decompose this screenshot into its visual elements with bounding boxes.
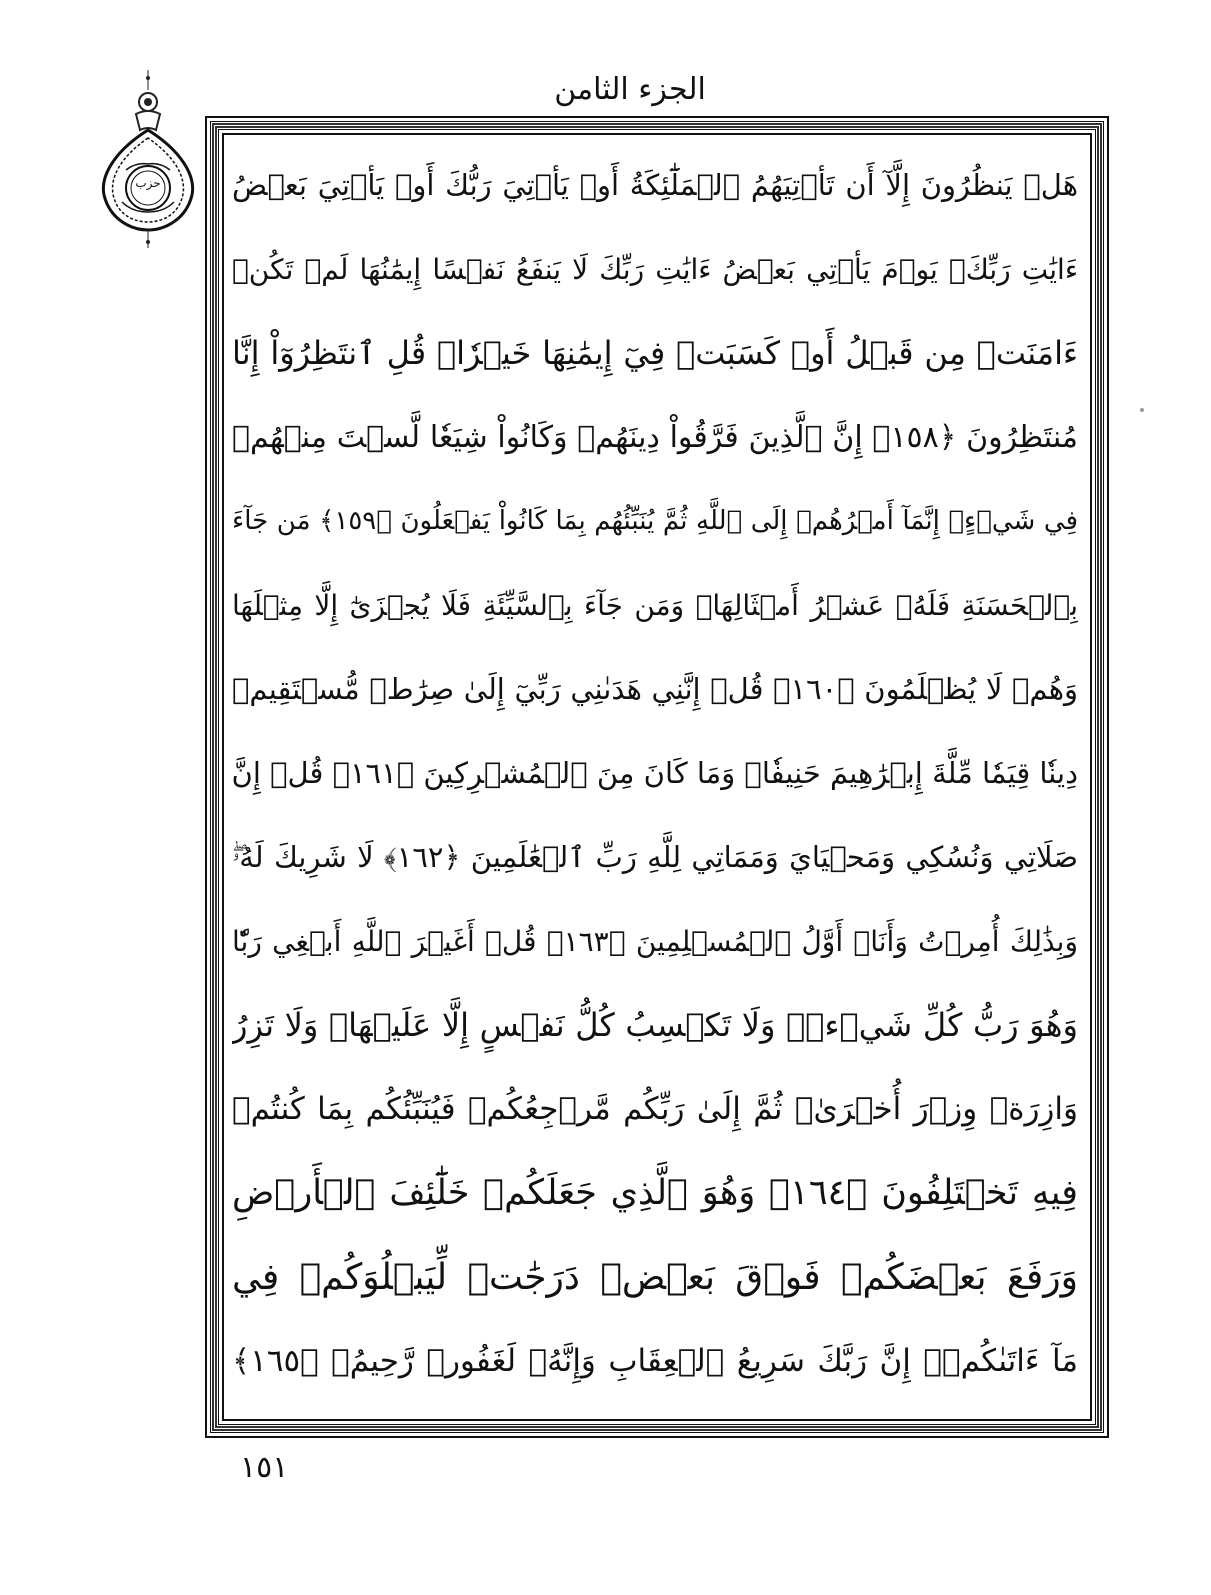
text-line-4 — [232, 397, 1078, 477]
text-line-14 — [232, 1237, 1078, 1317]
text-line-content: صَلَاتِي وَنُسُكِي وَمَحۡيَايَ وَمَمَاتِي لِلَّهِ رَبِّ ٱلۡعَٰلَمِينَ ﴿١٦٢﴾ لَا شَرِيكَ لَهُۥۖ — [232, 839, 1078, 874]
hizb-medallion-icon — [96, 70, 200, 250]
text-line-content: دِينٗا قِيَمٗا مِّلَّةَ إِبۡرَٰهِيمَ حَنِيفٗاۚ وَمَا كَانَ مِنَ ٱلۡمُشۡرِكِينَ ﴿١٦١﴾ قُلۡ إِنَّ — [232, 756, 1078, 790]
text-line-content: هَلۡ يَنظُرُونَ إِلَّآ أَن تَأۡتِيَهُمُ ٱلۡمَلَٰٓئِكَةُ أَوۡ يَأۡتِيَ رَبُّكَ أَوۡ يَأۡتِيَ بَعۡضُ — [232, 168, 1078, 202]
hizb-label: حزب — [135, 176, 161, 190]
text-line-11 — [232, 985, 1078, 1065]
text-line-6 — [232, 565, 1078, 645]
text-line-8 — [232, 733, 1078, 813]
text-line-content: وَهُوَ رَبُّ كُلِّ شَيۡءٖۚ وَلَا تَكۡسِبُ كُلُّ نَفۡسٍ إِلَّا عَلَيۡهَاۚ وَلَا تَزِرُ — [232, 1006, 1078, 1044]
quran-text-block — [232, 145, 1078, 1415]
page-number: ١٥١ — [240, 1450, 289, 1485]
text-line-10 — [232, 901, 1078, 981]
text-line-content: ءَامَنَتۡ مِن قَبۡلُ أَوۡ كَسَبَتۡ فِيٓ إِيمَٰنِهَا خَيۡرٗاۗ قُلِ ٱنتَظِرُوٓاْ إِنَّا — [232, 334, 1078, 372]
text-line-content: وَازِرَةٞ وِزۡرَ أُخۡرَىٰۚ ثُمَّ إِلَىٰ رَبِّكُم مَّرۡجِعُكُمۡ فَيُنَبِّئُكُم بِمَا كُنتُمۡ — [232, 1091, 1078, 1127]
text-line-13 — [232, 1153, 1078, 1233]
text-line-5 — [232, 481, 1078, 561]
text-line-content: مُنتَظِرُونَ ﴿١٥٨﴾ إِنَّ ٱلَّذِينَ فَرَّقُواْ دِينَهُمۡ وَكَانُواْ شِيَعٗا لَّسۡتَ مِنۡهُمۡ — [232, 419, 1078, 455]
text-line-7 — [232, 649, 1078, 729]
juz-title: الجزء الثامن — [554, 72, 706, 107]
text-line-15 — [232, 1321, 1078, 1401]
margin-dot — [1140, 408, 1144, 412]
text-line-1 — [232, 145, 1078, 225]
text-line-content: وَبِذَٰلِكَ أُمِرۡتُ وَأَنَا۠ أَوَّلُ ٱلۡمُسۡلِمِينَ ﴿١٦٣﴾ قُلۡ أَغَيۡرَ ٱللَّهِ أَبۡغِي رَبّٗا — [232, 924, 1078, 958]
text-line-content: فِي شَيۡءٍۚ إِنَّمَآ أَمۡرُهُمۡ إِلَى ٱللَّهِ ثُمَّ يُنَبِّئُهُم بِمَا كَانُواْ يَفۡعَلُونَ ﴿١٥٩﴾ مَن جَآءَ — [232, 506, 1078, 536]
text-line-content: ءَايَٰتِ رَبِّكَۗ يَوۡمَ يَأۡتِي بَعۡضُ ءَايَٰتِ رَبِّكَ لَا يَنفَعُ نَفۡسًا إِيمَٰنُهَا لَمۡ تَكُنۡ — [232, 252, 1078, 286]
text-line-12 — [232, 1069, 1078, 1149]
text-line-content: مَآ ءَاتَىٰكُمۡۗ إِنَّ رَبَّكَ سَرِيعُ ٱلۡعِقَابِ وَإِنَّهُۥ لَغَفُورٞ رَّحِيمُۢ ﴿١٦٥﴾ — [232, 1343, 1078, 1379]
text-line-content: وَرَفَعَ بَعۡضَكُمۡ فَوۡقَ بَعۡضٖ دَرَجَٰتٖ لِّيَبۡلُوَكُمۡ فِي — [232, 1256, 1078, 1298]
text-line-9 — [232, 817, 1078, 897]
text-line-content: بِٱلۡحَسَنَةِ فَلَهُۥ عَشۡرُ أَمۡثَالِهَاۖ وَمَن جَآءَ بِٱلسَّيِّئَةِ فَلَا يُجۡزَىٰٓ إِلَّا مِثۡلَهَا — [232, 588, 1078, 622]
text-line-3 — [232, 313, 1078, 393]
text-line-content: فِيهِ تَخۡتَلِفُونَ ﴿١٦٤﴾ وَهُوَ ٱلَّذِي جَعَلَكُمۡ خَلَٰٓئِفَ ٱلۡأَرۡضِ — [232, 1173, 1078, 1213]
text-line-content: وَهُمۡ لَا يُظۡلَمُونَ ﴿١٦٠﴾ قُلۡ إِنَّنِي هَدَىٰنِي رَبِّيٓ إِلَىٰ صِرَٰطٖ مُّسۡتَقِيمٖ — [232, 672, 1078, 706]
text-line-2 — [232, 229, 1078, 309]
